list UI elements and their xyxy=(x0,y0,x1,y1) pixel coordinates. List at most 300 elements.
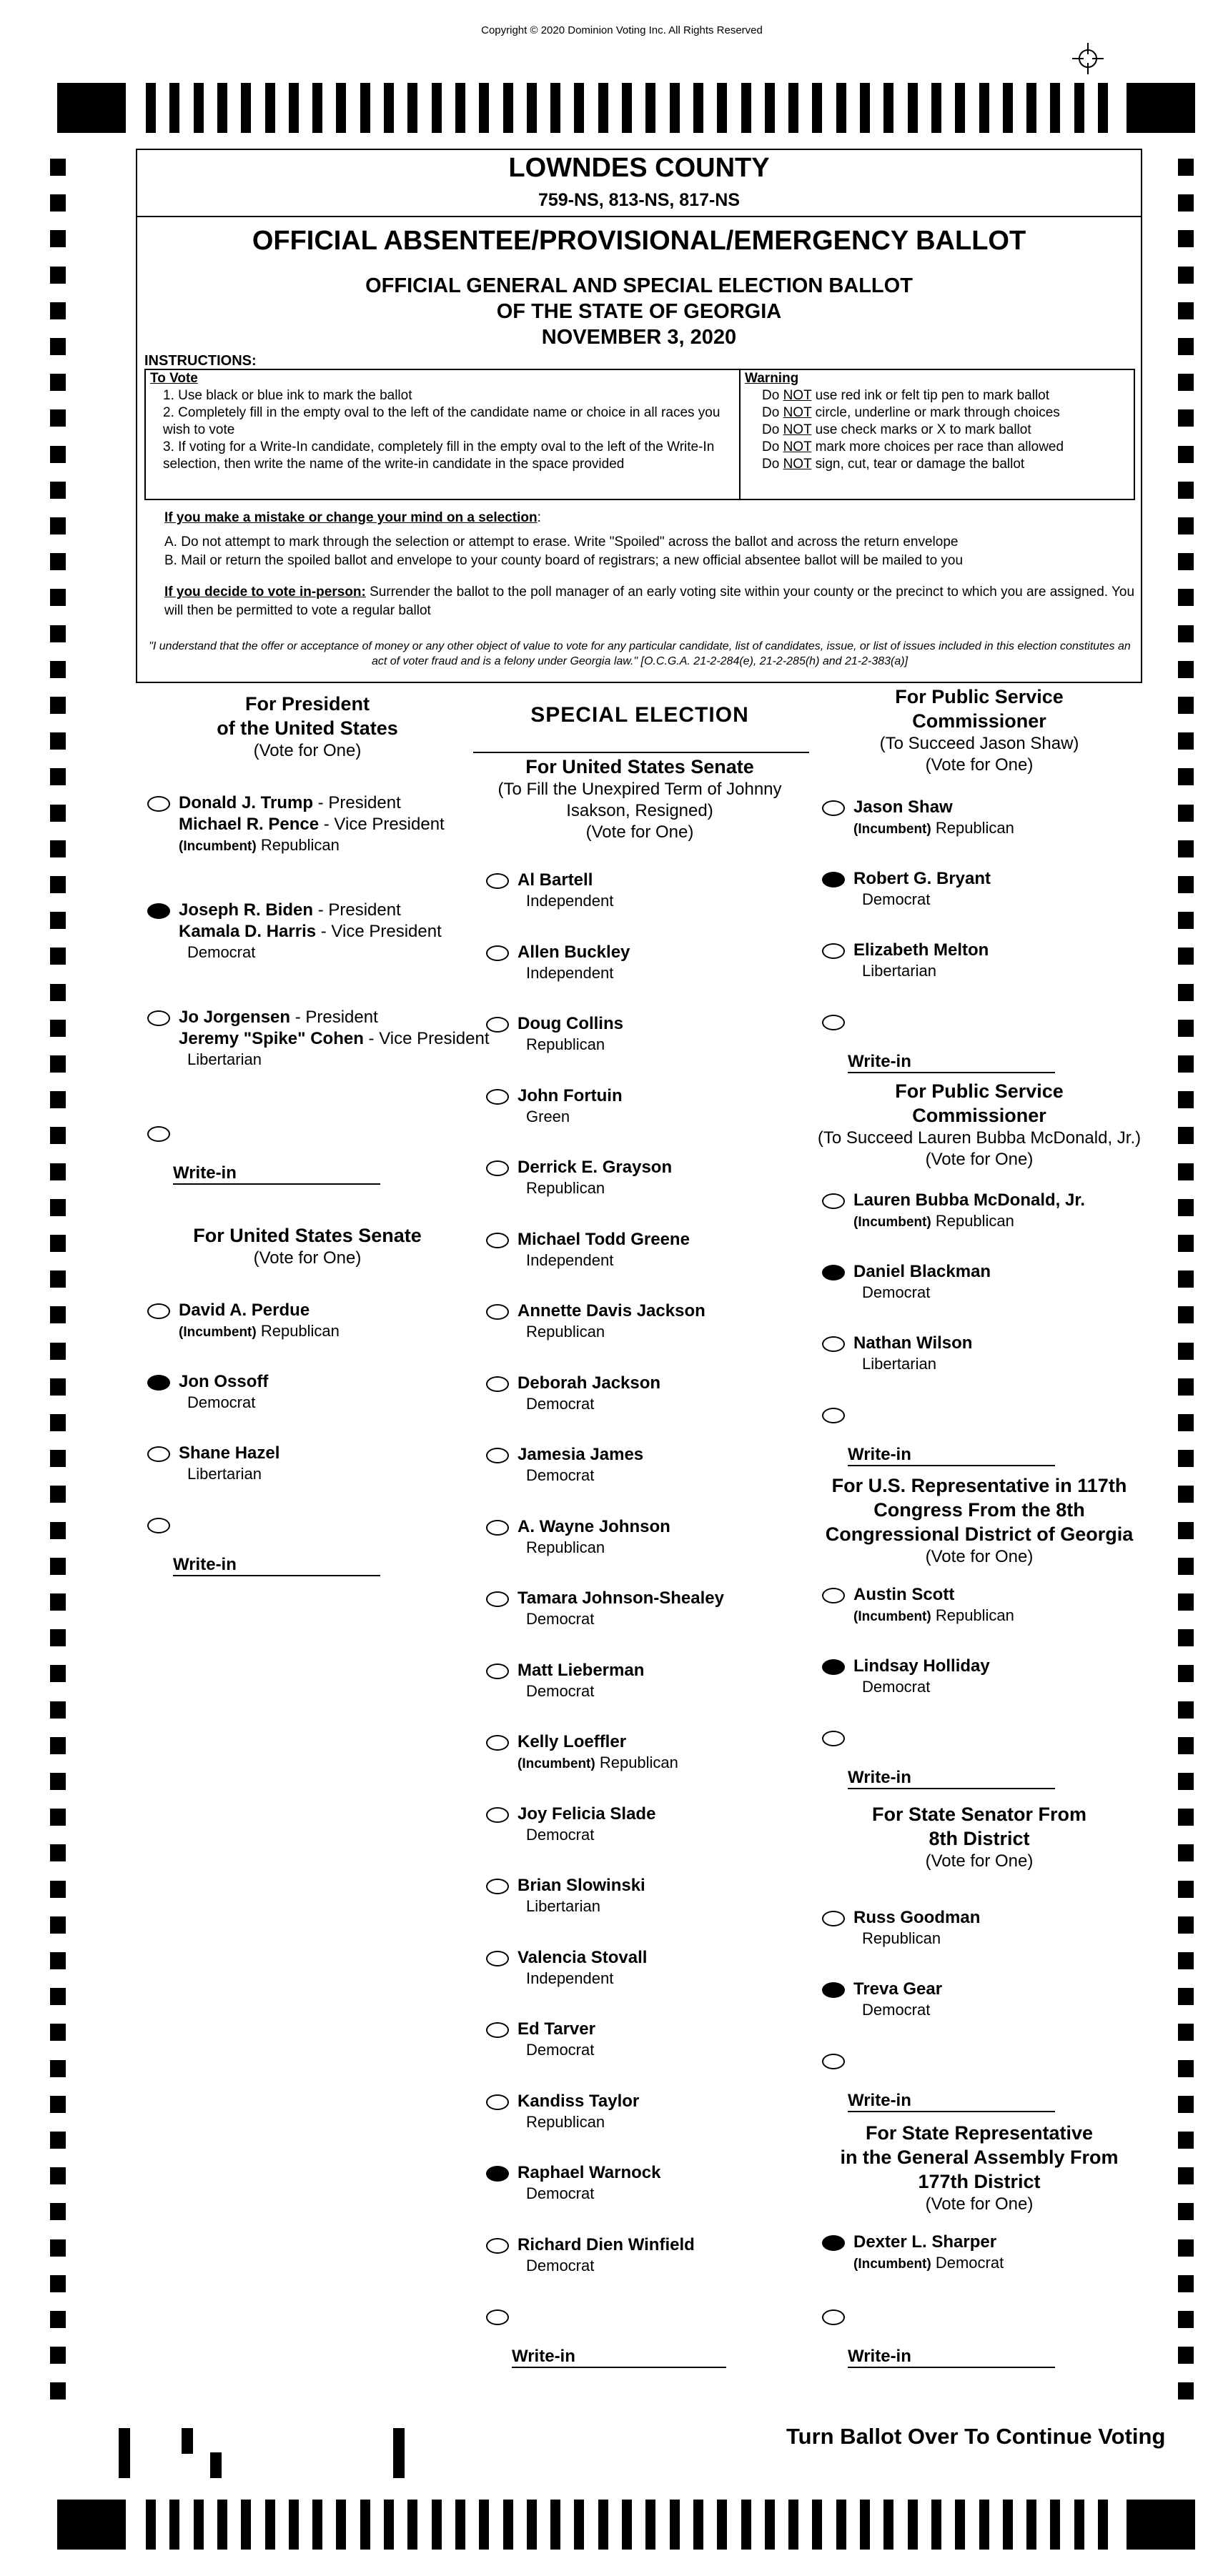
write-in-oval[interactable] xyxy=(822,1731,845,1746)
side-timing-mark-right xyxy=(1178,1988,1194,2005)
side-timing-mark-right xyxy=(1178,409,1194,427)
party-name: Democrat xyxy=(526,1681,595,1700)
side-timing-mark-left xyxy=(50,2382,66,2400)
candidate-oval[interactable] xyxy=(486,1879,509,1894)
race-special-senate-vote-for: (Vote for One) xyxy=(585,822,694,842)
timing-bar xyxy=(836,2500,846,2550)
warning-item xyxy=(762,439,1131,456)
side-timing-mark-left xyxy=(50,948,66,965)
timing-block-right xyxy=(1127,83,1195,133)
candidate-party xyxy=(526,1323,605,1341)
write-in-oval[interactable] xyxy=(486,2309,509,2325)
side-timing-mark-right xyxy=(1178,661,1194,678)
side-timing-mark-left xyxy=(50,517,66,534)
warning-not: NOT xyxy=(783,457,812,472)
candidate-oval[interactable] xyxy=(147,1375,170,1391)
party-name: Republican xyxy=(931,1606,1014,1624)
write-in-label: Write-in xyxy=(173,1555,237,1574)
candidate-party xyxy=(853,2254,1004,2272)
timing-block-left xyxy=(57,83,126,133)
side-timing-mark-right xyxy=(1178,768,1194,785)
ballot-code-bar xyxy=(393,2428,405,2478)
side-timing-mark-left xyxy=(50,625,66,642)
candidate-oval[interactable] xyxy=(822,1265,845,1280)
candidate-oval[interactable] xyxy=(486,2094,509,2110)
side-timing-mark-left xyxy=(50,1055,66,1073)
timing-bar xyxy=(407,83,417,133)
candidate-name xyxy=(518,1804,655,1824)
party-name: Democrat xyxy=(931,2254,1004,2272)
side-timing-mark-right xyxy=(1178,517,1194,534)
instructions-divider xyxy=(739,369,741,500)
party-name: Libertarian xyxy=(862,962,936,980)
side-timing-mark-right xyxy=(1178,1593,1194,1611)
candidate-oval[interactable] xyxy=(822,1659,845,1675)
candidate-party xyxy=(526,2113,605,2132)
ballot-code-bar xyxy=(182,2428,193,2454)
candidate-name xyxy=(853,797,953,817)
side-timing-mark-right xyxy=(1178,625,1194,642)
candidate-party xyxy=(853,1212,1014,1230)
write-in-line[interactable] xyxy=(512,2367,726,2368)
timing-bar xyxy=(503,2500,513,2550)
side-timing-mark-left xyxy=(50,302,66,319)
timing-bar xyxy=(574,83,584,133)
write-in-oval[interactable] xyxy=(147,1518,170,1533)
timing-bar xyxy=(455,2500,465,2550)
candidate-oval[interactable] xyxy=(486,1591,509,1607)
bottom-timing-track xyxy=(0,2500,1218,2550)
side-timing-mark-right xyxy=(1178,1737,1194,1754)
candidate-oval[interactable] xyxy=(486,1951,509,1966)
side-timing-mark-left xyxy=(50,409,66,427)
side-timing-mark-right xyxy=(1178,1916,1194,1934)
candidate-oval[interactable] xyxy=(486,1735,509,1751)
write-in-line[interactable] xyxy=(848,2111,1055,2112)
candidate-oval[interactable] xyxy=(486,873,509,889)
side-timing-mark-left xyxy=(50,1270,66,1288)
race-psc-mcdonald-subtitle: (To Succeed Lauren Bubba McDonald, Jr.) xyxy=(817,1128,1142,1148)
write-in-oval[interactable] xyxy=(147,1126,170,1142)
write-in-label: Write-in xyxy=(848,2347,911,2366)
timing-bar xyxy=(289,2500,299,2550)
turn-over-notice: Turn Ballot Over To Continue Voting xyxy=(786,2424,1166,2449)
race-special-senate-subtitle-2: Isakson, Resigned) xyxy=(566,801,713,820)
candidate-oval[interactable] xyxy=(486,1807,509,1823)
election-title-line-1: OFFICIAL GENERAL AND SPECIAL ELECTION BALLOT xyxy=(365,274,913,297)
warning-item xyxy=(762,456,1131,473)
candidate-party xyxy=(526,1179,605,1198)
side-timing-mark-right xyxy=(1178,1844,1194,1861)
timing-bar xyxy=(360,83,370,133)
candidate-role: - President xyxy=(313,793,401,812)
side-timing-mark-left xyxy=(50,876,66,893)
candidate-name-text: Matt Lieberman xyxy=(518,1660,645,1680)
timing-bar xyxy=(955,83,965,133)
candidate-party xyxy=(862,1355,936,1373)
timing-bar xyxy=(194,2500,204,2550)
race-state-senate-title-2: 8th District xyxy=(929,1828,1030,1849)
race-state-rep-vote-for: (Vote for One) xyxy=(925,2194,1034,2214)
candidate-party xyxy=(526,1826,594,1844)
timing-bar xyxy=(765,83,775,133)
side-timing-mark-left xyxy=(50,159,66,176)
timing-bar xyxy=(741,2500,751,2550)
race-state-rep-title-3: 177th District xyxy=(918,2171,1041,2192)
side-timing-mark-left xyxy=(50,338,66,355)
write-in-label: Write-in xyxy=(848,1768,911,1787)
candidate-party xyxy=(526,1538,605,1557)
party-name: Democrat xyxy=(862,890,931,908)
race-state-senate-header xyxy=(815,1802,1144,1872)
warning-not: NOT xyxy=(783,439,812,454)
side-timing-mark-right xyxy=(1178,984,1194,1001)
candidate-party xyxy=(526,1395,594,1413)
side-timing-mark-left xyxy=(50,912,66,929)
warning-instructions xyxy=(745,370,1131,473)
timing-bar xyxy=(527,2500,537,2550)
side-timing-mark-right xyxy=(1178,2239,1194,2257)
warning-text: sign, cut, tear or damage the ballot xyxy=(811,457,1025,472)
candidate-oval[interactable] xyxy=(822,2235,845,2251)
warning-prefix: Do xyxy=(762,388,783,403)
timing-bar xyxy=(527,83,537,133)
side-timing-mark-right xyxy=(1178,840,1194,857)
candidate-name xyxy=(853,1262,991,1282)
candidate-oval[interactable] xyxy=(147,1010,170,1026)
write-in-label: Write-in xyxy=(848,2091,911,2110)
timing-bar xyxy=(384,83,394,133)
side-timing-mark-left xyxy=(50,1450,66,1467)
candidate-role: - President xyxy=(290,1008,378,1027)
candidate-party xyxy=(526,1969,613,1988)
candidate-name-text: Kandiss Taylor xyxy=(518,2091,640,2111)
candidate-name xyxy=(518,1732,626,1752)
timing-bar xyxy=(194,83,204,133)
party-name: Democrat xyxy=(526,1394,595,1413)
timing-bar xyxy=(241,83,251,133)
timing-bar xyxy=(622,2500,632,2550)
timing-bar xyxy=(645,83,655,133)
side-timing-mark-left xyxy=(50,1737,66,1754)
side-timing-mark-left xyxy=(50,1306,66,1323)
candidate-name-text: Elizabeth Melton xyxy=(853,940,989,960)
timing-bar xyxy=(717,83,727,133)
candidate-name-text: A. Wayne Johnson xyxy=(518,1516,670,1536)
warning-prefix: Do xyxy=(762,457,783,472)
side-timing-mark-left xyxy=(50,1486,66,1503)
warning-item xyxy=(762,387,1131,404)
timing-bar xyxy=(479,83,489,133)
candidate-name xyxy=(518,943,630,963)
party-name: Democrat xyxy=(862,1678,931,1696)
candidate-oval[interactable] xyxy=(486,2166,509,2182)
race-psc-shaw-subtitle: (To Succeed Jason Shaw) xyxy=(879,734,1079,753)
side-timing-mark-right xyxy=(1178,267,1194,284)
side-timing-mark-right xyxy=(1178,1091,1194,1108)
candidate-party xyxy=(526,1466,594,1485)
candidate-name-text: Jamesia James xyxy=(518,1445,644,1464)
warning-prefix: Do xyxy=(762,405,783,420)
candidate-name-text: John Fortuin xyxy=(518,1085,623,1105)
candidate-name-text: Kelly Loeffler xyxy=(518,1732,627,1751)
side-timing-mark-left xyxy=(50,1809,66,1826)
party-name: Libertarian xyxy=(187,1465,262,1483)
timing-bar xyxy=(598,2500,608,2550)
race-special-senate-subtitle-1: (To Fill the Unexpired Term of Johnny xyxy=(497,780,782,799)
side-timing-mark-left xyxy=(50,1414,66,1431)
ballot-type-title: OFFICIAL ABSENTEE/PROVISIONAL/EMERGENCY BALLOT xyxy=(252,226,1026,256)
candidate-name xyxy=(179,793,401,813)
party-name: Democrat xyxy=(526,1466,595,1484)
side-timing-mark-right xyxy=(1178,2132,1194,2149)
race-psc-mcdonald-vote-for: (Vote for One) xyxy=(925,1150,1034,1169)
candidate-oval[interactable] xyxy=(486,1233,509,1248)
candidate-party xyxy=(526,1251,613,1270)
candidate-oval[interactable] xyxy=(822,800,845,816)
candidate-name xyxy=(518,2019,595,2039)
race-us-rep-header xyxy=(815,1473,1144,1568)
write-in-line[interactable] xyxy=(848,1465,1055,1466)
race-state-senate-vote-for: (Vote for One) xyxy=(925,1851,1034,1871)
in-person-heading: If you decide to vote in-person: xyxy=(164,585,366,600)
running-mate-name-text: Kamala D. Harris xyxy=(179,922,317,941)
side-timing-mark-right xyxy=(1178,1486,1194,1503)
side-timing-mark-right xyxy=(1178,482,1194,499)
side-timing-mark-left xyxy=(50,2311,66,2328)
candidate-name xyxy=(518,1517,670,1537)
side-timing-mark-right xyxy=(1178,338,1194,355)
party-name: Republican xyxy=(526,1035,605,1053)
write-in-line[interactable] xyxy=(173,1575,380,1576)
candidate-name xyxy=(518,1014,623,1034)
timing-bar xyxy=(622,83,632,133)
side-timing-mark-left xyxy=(50,661,66,678)
party-name: Green xyxy=(526,1107,570,1125)
candidate-name-text: Treva Gear xyxy=(853,1979,943,1999)
candidate-name xyxy=(518,1876,645,1896)
side-timing-mark-right xyxy=(1178,732,1194,750)
side-timing-mark-right xyxy=(1178,194,1194,212)
incumbent-label: (Incumbent) xyxy=(853,2257,931,2272)
warning-text: circle, underline or mark through choices xyxy=(811,405,1060,420)
candidate-name-text: Austin Scott xyxy=(853,1585,955,1604)
candidate-name xyxy=(853,869,991,889)
side-timing-mark-left xyxy=(50,1881,66,1898)
side-timing-mark-right xyxy=(1178,589,1194,606)
timing-bar xyxy=(503,83,513,133)
race-psc-shaw-vote-for: (Vote for One) xyxy=(925,755,1034,775)
timing-bar xyxy=(1074,2500,1084,2550)
running-mate-name-text: Jeremy "Spike" Cohen xyxy=(179,1029,364,1048)
write-in-label: Write-in xyxy=(173,1163,237,1183)
incumbent-label: (Incumbent) xyxy=(853,822,931,837)
candidate-name xyxy=(853,1908,980,1928)
candidate-name xyxy=(518,1948,647,1968)
party-name: Libertarian xyxy=(187,1050,262,1068)
candidate-name-text: Lauren Bubba McDonald, Jr. xyxy=(853,1190,1086,1210)
incumbent-label: (Incumbent) xyxy=(518,1756,595,1771)
write-in-label: Write-in xyxy=(848,1052,911,1071)
side-timing-mark-right xyxy=(1178,1020,1194,1037)
candidate-name xyxy=(853,1979,942,1999)
side-timing-mark-left xyxy=(50,553,66,570)
side-timing-mark-right xyxy=(1178,1270,1194,1288)
candidate-party xyxy=(862,962,936,980)
candidate-name xyxy=(518,1301,705,1321)
timing-bar xyxy=(908,83,918,133)
side-timing-mark-right xyxy=(1178,159,1194,176)
candidate-oval[interactable] xyxy=(486,2238,509,2254)
party-name: Democrat xyxy=(526,1610,595,1628)
write-in-oval[interactable] xyxy=(822,1015,845,1030)
side-timing-mark-left xyxy=(50,1916,66,1934)
side-timing-mark-right xyxy=(1178,1809,1194,1826)
candidate-oval[interactable] xyxy=(822,1982,845,1998)
to-vote-step-2: 2. Completely fill in the empty oval to the left of the candidate name or choice in all races you wish to vote xyxy=(163,405,721,437)
candidate-oval[interactable] xyxy=(822,1588,845,1603)
running-mate-name xyxy=(179,815,445,835)
timing-bar xyxy=(550,2500,560,2550)
candidate-name-text: Donald J. Trump xyxy=(179,793,314,812)
candidate-party xyxy=(853,819,1014,837)
side-timing-mark-left xyxy=(50,1593,66,1611)
candidate-name-text: Robert G. Bryant xyxy=(853,869,991,888)
timing-bar xyxy=(1003,2500,1013,2550)
candidate-name-text: Ed Tarver xyxy=(518,2019,595,2039)
side-timing-mark-right xyxy=(1178,302,1194,319)
candidate-oval[interactable] xyxy=(486,1520,509,1536)
candidate-name xyxy=(179,1443,279,1463)
side-timing-mark-right xyxy=(1178,2382,1194,2400)
write-in-line[interactable] xyxy=(173,1183,380,1185)
candidate-oval[interactable] xyxy=(486,1017,509,1033)
candidate-oval[interactable] xyxy=(486,1089,509,1105)
side-timing-mark-right xyxy=(1178,948,1194,965)
race-senate-title: For United States Senate xyxy=(193,1225,422,1246)
timing-bar xyxy=(169,83,179,133)
race-state-rep-header xyxy=(815,2121,1144,2215)
side-timing-mark-right xyxy=(1178,912,1194,929)
candidate-oval[interactable] xyxy=(147,1303,170,1319)
timing-bar xyxy=(360,2500,370,2550)
candidate-name xyxy=(518,1158,672,1178)
timing-bar xyxy=(931,2500,941,2550)
side-timing-mark-right xyxy=(1178,2311,1194,2328)
running-mate-name xyxy=(179,922,442,942)
candidate-oval[interactable] xyxy=(486,1664,509,1679)
candidate-oval[interactable] xyxy=(486,1304,509,1320)
candidate-name xyxy=(518,1661,644,1681)
party-name: Republican xyxy=(931,1212,1014,1230)
write-in-oval[interactable] xyxy=(822,2309,845,2325)
running-mate-name-text: Michael R. Pence xyxy=(179,815,320,834)
timing-bar xyxy=(860,83,870,133)
timing-bar xyxy=(289,83,299,133)
candidate-name-text: Nathan Wilson xyxy=(853,1333,973,1353)
side-timing-mark-right xyxy=(1178,1522,1194,1539)
candidate-name xyxy=(853,1333,972,1353)
race-psc-mcdonald-title-2: Commissioner xyxy=(912,1105,1046,1126)
candidate-oval[interactable] xyxy=(486,1160,509,1176)
legal-notice: "I understand that the offer or acceptance of money or any other object of value to vote for any particular candidate, list of candidates, issue, or list of issues included in this election constitutes an act of voter fraud and is a felony under Georgia law." [O.C.G.A. 21-2-284(e), 21-2-285(h) and 21-2-383(a)] xyxy=(149,640,1131,667)
party-name: Republican xyxy=(256,1322,340,1340)
candidate-name-text: Dexter L. Sharper xyxy=(853,2232,997,2252)
mistake-heading: If you make a mistake or change your mind on a selection xyxy=(164,510,538,525)
side-timing-mark-right xyxy=(1178,1450,1194,1467)
party-name: Republican xyxy=(256,836,340,854)
special-election-rule xyxy=(473,752,809,753)
candidate-oval[interactable] xyxy=(486,945,509,961)
candidate-name xyxy=(518,2235,695,2255)
side-timing-mark-right xyxy=(1178,1952,1194,1969)
party-name: Democrat xyxy=(526,1825,595,1844)
write-in-oval[interactable] xyxy=(822,2054,845,2069)
candidate-name xyxy=(179,1301,310,1321)
candidate-oval[interactable] xyxy=(486,1448,509,1463)
timing-bar xyxy=(765,2500,775,2550)
party-name: Democrat xyxy=(187,1393,256,1411)
candidate-party xyxy=(187,1050,262,1069)
candidate-oval[interactable] xyxy=(822,872,845,887)
candidate-oval[interactable] xyxy=(147,796,170,812)
candidate-oval[interactable] xyxy=(486,1376,509,1392)
write-in-line[interactable] xyxy=(848,1788,1055,1789)
side-timing-mark-left xyxy=(50,1199,66,1216)
side-timing-mark-right xyxy=(1178,876,1194,893)
timing-bar xyxy=(265,83,275,133)
incumbent-label: (Incumbent) xyxy=(179,839,257,854)
candidate-oval[interactable] xyxy=(147,1446,170,1462)
side-timing-mark-left xyxy=(50,230,66,247)
candidate-oval[interactable] xyxy=(822,1193,845,1209)
write-in-line[interactable] xyxy=(848,2367,1055,2368)
side-timing-mark-right xyxy=(1178,805,1194,822)
party-name: Republican xyxy=(595,1754,678,1771)
candidate-oval[interactable] xyxy=(147,903,170,919)
race-president-title-2: of the United States xyxy=(217,717,398,739)
side-timing-mark-right xyxy=(1178,1881,1194,1898)
warning-list xyxy=(745,387,1131,473)
side-timing-mark-left xyxy=(50,1629,66,1646)
side-timing-mark-left xyxy=(50,984,66,1001)
candidate-oval[interactable] xyxy=(822,943,845,959)
warning-not: NOT xyxy=(783,422,812,437)
timing-bar xyxy=(836,83,846,133)
mistake-section: If you make a mistake or change your mind on a selection: A. Do not attempt to mark through the selection or attempt to erase. Write "Spoiled" across the ballot and across the return envelope B. Mail or return the spoiled ballot and envelope to your county board of registrars; a new official absentee ballot will be mailed to you If you decide to vote in-person: Surrender the ballot to the poll manager of an early voting site within your county or the precinct to which you are assigned. You will then be permitted to vote a regular ballot xyxy=(164,509,1137,620)
race-psc-shaw-title-1: For Public Service xyxy=(895,686,1064,707)
timing-block-left xyxy=(57,2500,126,2550)
side-timing-mark-left xyxy=(50,2132,66,2149)
candidate-name-text: Joseph R. Biden xyxy=(179,900,314,920)
candidate-oval[interactable] xyxy=(486,2022,509,2038)
candidate-name-text: Raphael Warnock xyxy=(518,2163,661,2182)
side-timing-mark-left xyxy=(50,1163,66,1180)
candidate-name-text: Valencia Stovall xyxy=(518,1947,648,1967)
candidate-oval[interactable] xyxy=(822,1911,845,1926)
write-in-line[interactable] xyxy=(848,1072,1055,1073)
candidate-name xyxy=(518,1086,623,1106)
candidate-name-text: Shane Hazel xyxy=(179,1443,280,1463)
candidate-oval[interactable] xyxy=(822,1336,845,1352)
warning-text: mark more choices per race than allowed xyxy=(811,439,1064,454)
warning-heading: Warning xyxy=(745,371,799,386)
candidate-name-text: Jo Jorgensen xyxy=(179,1008,291,1027)
candidate-name xyxy=(179,900,401,920)
write-in-oval[interactable] xyxy=(822,1408,845,1423)
side-timing-mark-left xyxy=(50,732,66,750)
timing-bar xyxy=(812,83,822,133)
